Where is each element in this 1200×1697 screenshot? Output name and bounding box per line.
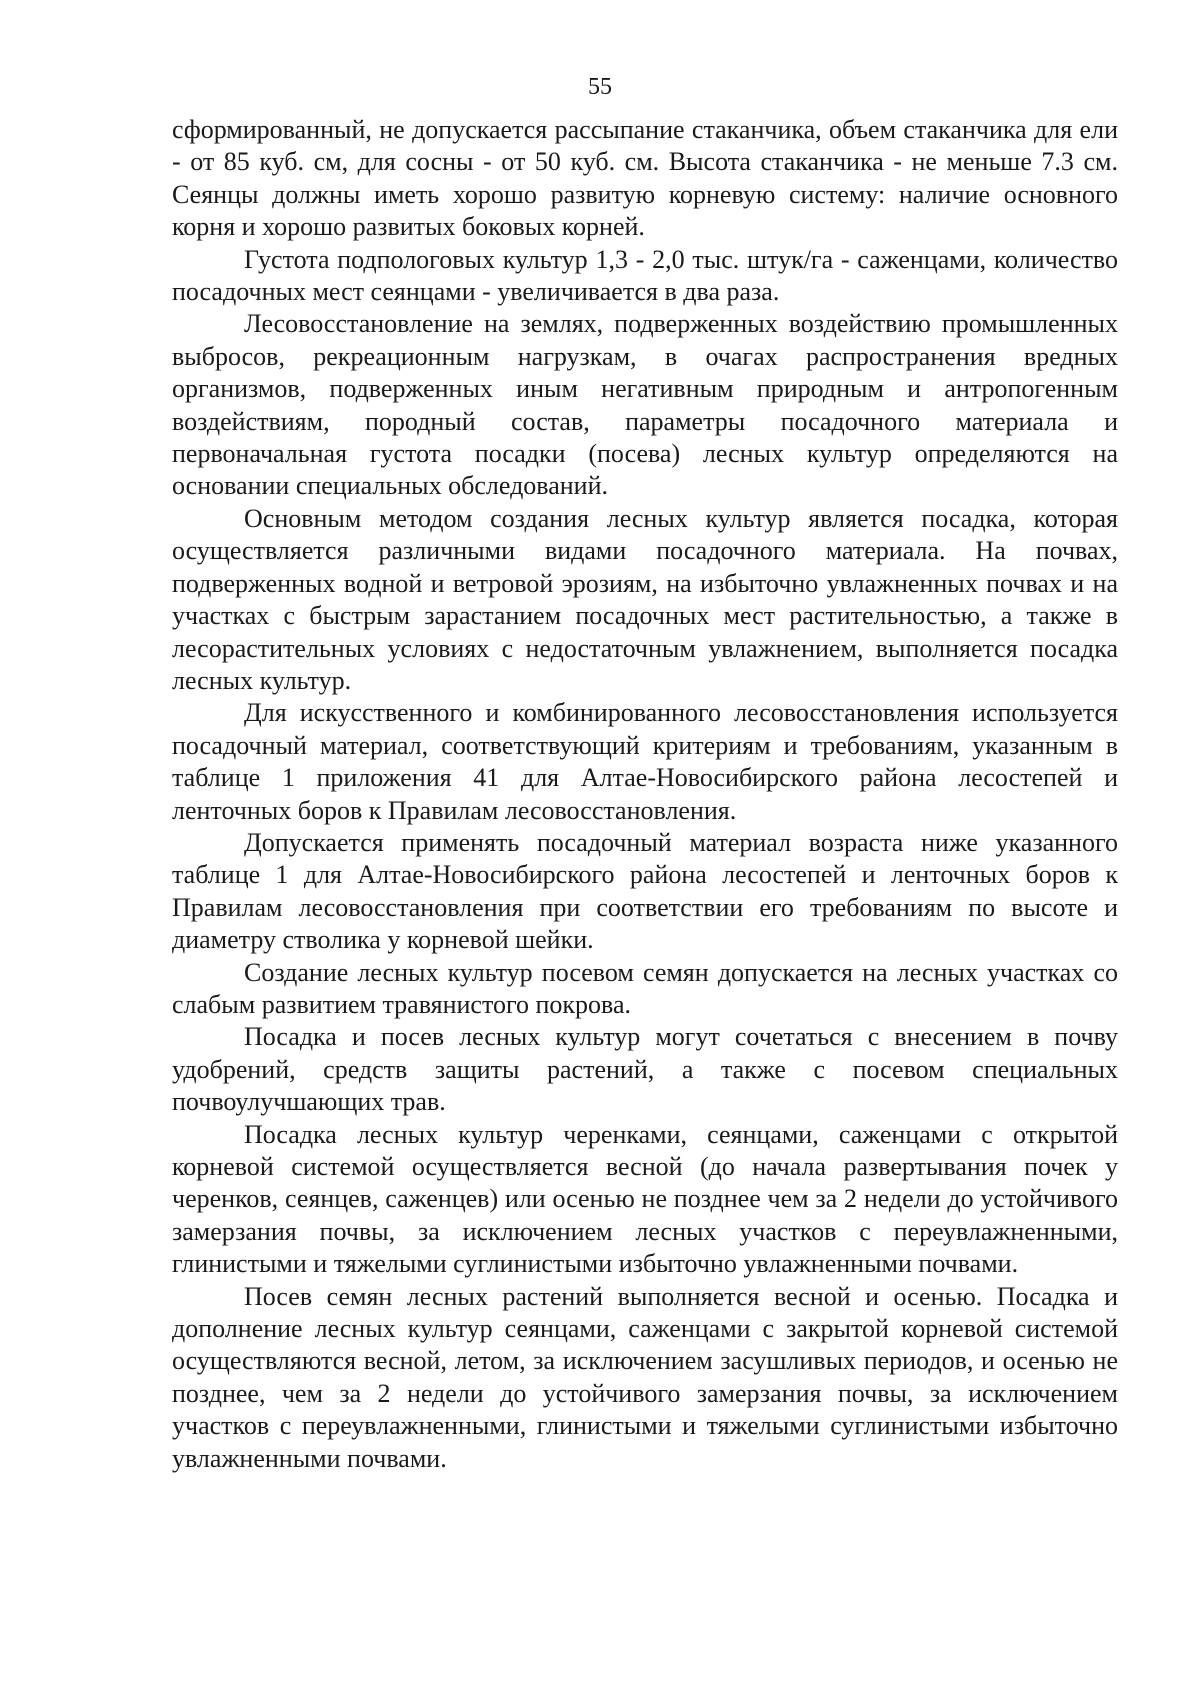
paragraph-seed-sowing: Создание лесных культур посевом семян допускается на лесных участках со слабым развитием травянистого покрова. [172, 957, 1118, 1019]
paragraph-younger-material-allowed: Допускается применять посадочный материал возраста ниже указанного таблице 1 для Алтае-Новосибирского района лесостепей и ленточных боров к Правилам лесовосстановления при соответствии его требованиям по высоте и диаметру стволика у корневой шейки. [172, 827, 1118, 955]
document-body [172, 114, 1118, 1475]
paragraph-planting-material-criteria: Для искусственного и комбинированного лесовосстановления используется посадочный материал, соответствующий критериям и требованиям, указанным в таблице 1 приложения 41 для Алтае-Новосибирского района лесостепей и ленточных боров к Правилам лесовосстановления. [172, 698, 1118, 825]
paragraph-open-root-planting-season: Посадка лесных культур черенками, сеянцами, саженцами с открытой корневой системой осуществляется весной (до начала развертывания почек у черенков, сеянцев, саженцев) или осенью не позднее чем за 2 недели до устойчивого замерзания почвы, за исключением лесных участков с переувлажненными, глинистыми и тяжелыми суглинистыми избыточно увлажненными почвами. [172, 1119, 1118, 1279]
paragraph-reforestation-impacted-lands: Лесовосстановление на землях, подверженных воздействию промышленных выбросов, рекреационным нагрузкам, в очагах распространения вредных организмов, подверженных иным негативным природным и антропогенным воздействиям, породный состав, параметры посадочного материала и первоначальная густота посадки (посева) лесных культур определяются на основании специальных обследований. [172, 309, 1118, 501]
paragraph-fertilizers: Посадка и посев лесных культур могут сочетаться с внесением в почву удобрений, средств защиты растений, а также с посевом специальных почвоулучшающих трав. [172, 1022, 1118, 1117]
page-number: 55 [588, 74, 612, 100]
paragraph-closed-root-planting-season: Посев семян лесных растений выполняется весной и осенью. Посадка и дополнение лесных культур сеянцами, саженцами с закрытой корневой системой осуществляются весной, летом, за исключением засушливых периодов, и осенью не позднее, чем за 2 недели до устойчивого замерзания почвы, за исключением участков с переувлажненными, глинистыми и тяжелыми суглинистыми избыточно увлажненными почвами. [172, 1281, 1118, 1473]
paragraph-main-planting-method: Основным методом создания лесных культур является посадка, которая осуществляется различными видами посадочного материала. На почвах, подверженных водной и ветровой эрозиям, на избыточно увлажненных почвах и на участках с быстрым зарастанием посадочных мест растительностью, а также в лесорастительных условиях с недостаточным увлажнением, выполняется посадка лесных культур. [172, 503, 1118, 695]
paragraph-continuation: сформированный, не допускается рассыпание стаканчика, объем стаканчика для ели - от 85 куб. см, для сосны - от 50 куб. см. Высота стаканчика - не меньше 7.3 см. Сеянцы должны иметь хорошо развитую корневую систему: наличие основного корня и хорошо развитых боковых корней. [172, 115, 1118, 242]
paragraph-underplanting-density: Густота подпологовых культур 1,3 - 2,0 тыс. штук/га - саженцами, количество посадочных мест сеянцами - увеличивается в два раза. [172, 244, 1118, 307]
